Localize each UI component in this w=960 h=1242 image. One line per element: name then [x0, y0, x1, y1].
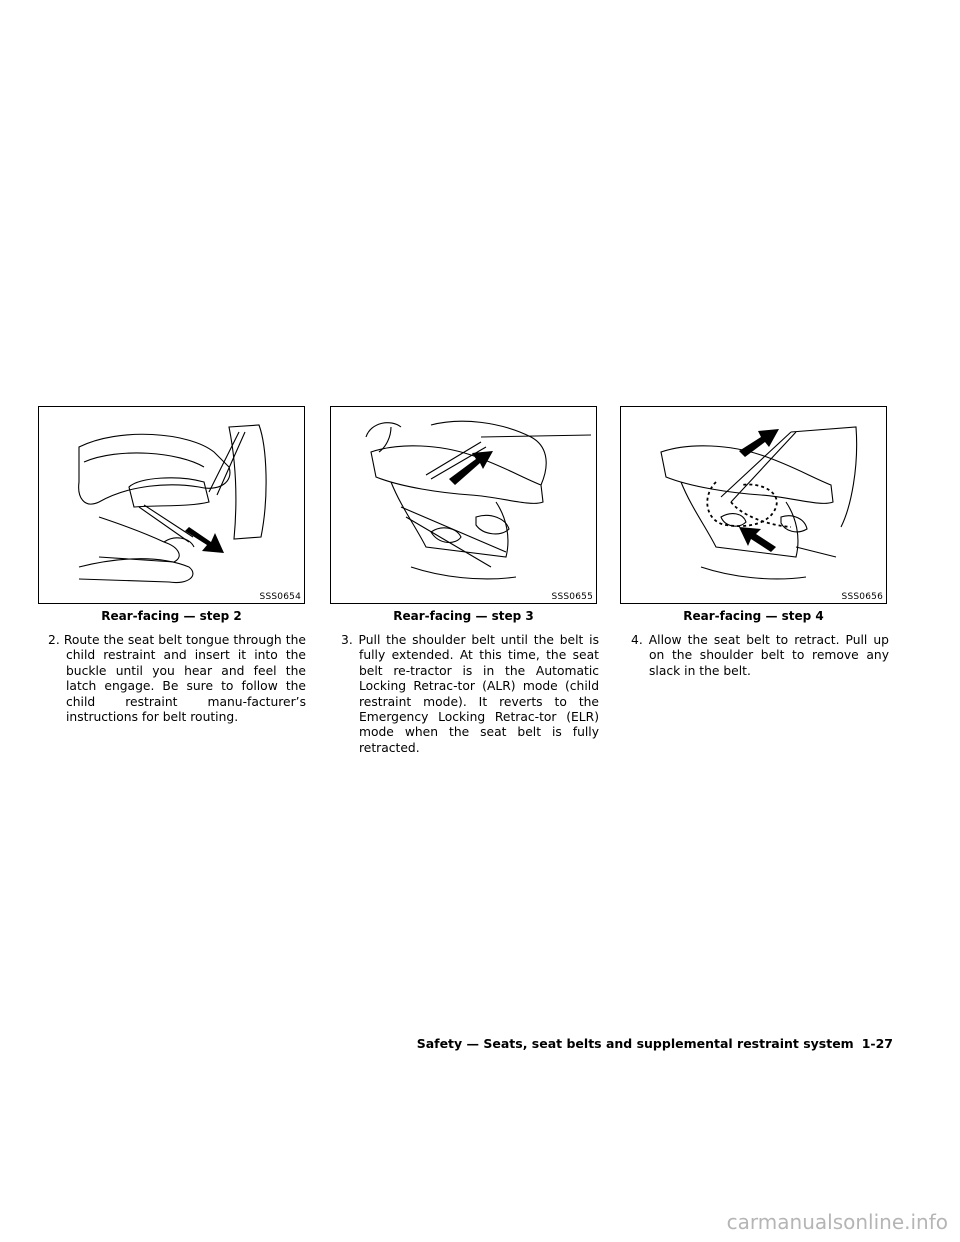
- figure-caption: Rear-facing — step 3: [393, 609, 534, 623]
- watermark: carmanualsonline.info: [726, 1210, 948, 1234]
- step-4-text: 4. Allow the seat belt to retract. Pull up on the shoulder belt to remove any slack in the belt.: [631, 633, 889, 678]
- figure-caption: Rear-facing — step 2: [101, 609, 242, 623]
- figure-step-4: [620, 406, 887, 604]
- figure-step-3: [330, 406, 597, 604]
- illustration-retract-belt: [621, 407, 886, 603]
- step-3-text: 3. Pull the shoulder belt until the belt is fully extended. At this time, the seat belt re-tractor is in the Automatic Locking Retrac-tor (ALR) mode (child restraint mode). It reverts to the Emergency Locking Retrac-tor (ELR) mode when the seat belt is fully retracted.: [341, 633, 599, 755]
- section-title: Safety — Seats, seat belts and supplemental restraint system: [416, 1036, 854, 1051]
- page-number: 1-27: [861, 1036, 893, 1051]
- page-footer: [417, 1036, 893, 1051]
- figure-code: SSS0655: [551, 592, 593, 602]
- figure-step-2: [38, 406, 305, 604]
- illustration-pull-shoulder-belt: [331, 407, 596, 603]
- figure-code: SSS0656: [841, 592, 883, 602]
- step-2-text: 2. Route the seat belt tongue through the child restraint and insert it into the buckle until you hear and feel the latch engage. Be sure to follow the child restraint manu-facturer’s instructions for belt routing.: [48, 633, 306, 725]
- figure-caption: Rear-facing — step 4: [683, 609, 824, 623]
- figure-code: SSS0654: [259, 592, 301, 602]
- illustration-buckle-insert: [39, 407, 304, 603]
